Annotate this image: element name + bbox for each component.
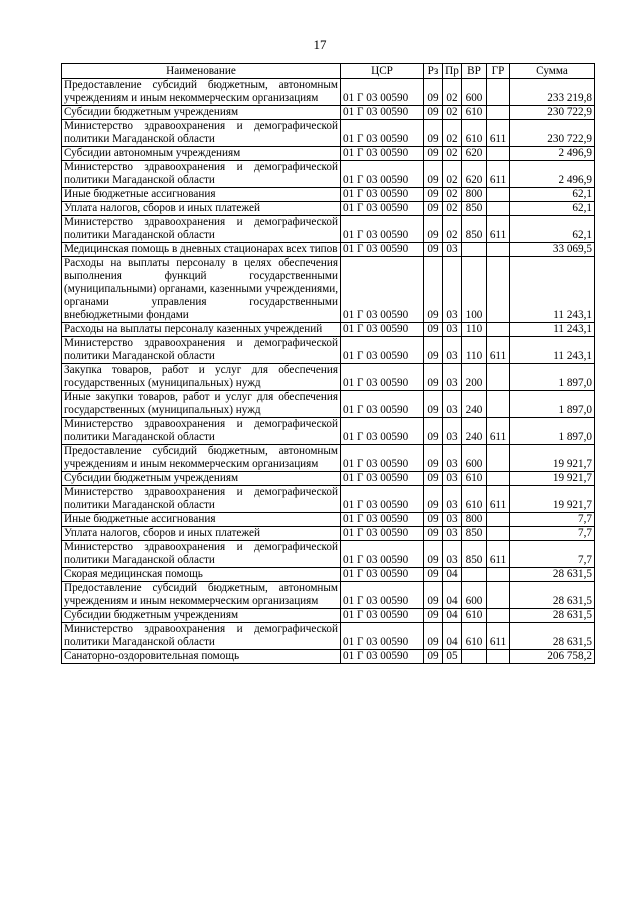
cell-pr: 05 <box>443 650 462 664</box>
cell-vr <box>462 243 487 257</box>
cell-gr <box>487 527 510 541</box>
table-row <box>62 568 595 582</box>
table-row <box>62 527 595 541</box>
cell-gr <box>487 106 510 120</box>
table-row <box>62 541 595 568</box>
header-pr: Пр <box>443 64 462 79</box>
cell-gr <box>487 513 510 527</box>
cell-rz: 09 <box>424 527 443 541</box>
table-row <box>62 472 595 486</box>
cell-gr <box>487 472 510 486</box>
cell-csr: 01 Г 03 00590 <box>341 188 424 202</box>
cell-name: Предоставление субсидий бюджетным, автономным учреждениям и иным некоммерческим организациям <box>62 445 341 472</box>
cell-sum: 19 921,7 <box>510 486 595 513</box>
cell-sum: 2 496,9 <box>510 161 595 188</box>
cell-gr <box>487 364 510 391</box>
cell-sum: 230 722,9 <box>510 106 595 120</box>
table-row <box>62 445 595 472</box>
cell-sum: 28 631,5 <box>510 609 595 623</box>
cell-csr: 01 Г 03 00590 <box>341 541 424 568</box>
cell-csr: 01 Г 03 00590 <box>341 243 424 257</box>
table-header-row <box>62 64 595 79</box>
table-row <box>62 650 595 664</box>
cell-name: Субсидии бюджетным учреждениям <box>62 609 341 623</box>
cell-rz: 09 <box>424 323 443 337</box>
table-row <box>62 623 595 650</box>
cell-vr: 610 <box>462 120 487 147</box>
cell-gr: 611 <box>487 120 510 147</box>
cell-rz: 09 <box>424 513 443 527</box>
cell-vr: 100 <box>462 257 487 323</box>
header-rz: Рз <box>424 64 443 79</box>
cell-rz: 09 <box>424 106 443 120</box>
cell-csr: 01 Г 03 00590 <box>341 161 424 188</box>
cell-gr: 611 <box>487 541 510 568</box>
table-row <box>62 120 595 147</box>
cell-pr: 02 <box>443 120 462 147</box>
table-row <box>62 609 595 623</box>
cell-pr: 03 <box>443 445 462 472</box>
cell-csr: 01 Г 03 00590 <box>341 527 424 541</box>
cell-sum: 11 243,1 <box>510 337 595 364</box>
header-vr: ВР <box>462 64 487 79</box>
cell-name: Министерство здравоохранения и демографической политики Магаданской области <box>62 337 341 364</box>
cell-vr: 610 <box>462 106 487 120</box>
cell-csr: 01 Г 03 00590 <box>341 106 424 120</box>
cell-name: Санаторно-оздоровительная помощь <box>62 650 341 664</box>
table-row <box>62 418 595 445</box>
cell-csr: 01 Г 03 00590 <box>341 257 424 323</box>
cell-pr: 04 <box>443 609 462 623</box>
cell-gr: 611 <box>487 623 510 650</box>
cell-sum: 11 243,1 <box>510 323 595 337</box>
table-row <box>62 582 595 609</box>
cell-pr: 03 <box>443 323 462 337</box>
cell-vr: 850 <box>462 202 487 216</box>
table-row <box>62 257 595 323</box>
cell-gr <box>487 147 510 161</box>
cell-gr <box>487 323 510 337</box>
cell-sum: 19 921,7 <box>510 472 595 486</box>
cell-gr: 611 <box>487 486 510 513</box>
cell-gr <box>487 445 510 472</box>
cell-vr: 240 <box>462 391 487 418</box>
cell-vr: 850 <box>462 541 487 568</box>
cell-pr: 03 <box>443 527 462 541</box>
cell-rz: 09 <box>424 202 443 216</box>
budget-table <box>61 63 595 664</box>
cell-pr: 03 <box>443 418 462 445</box>
cell-pr: 02 <box>443 216 462 243</box>
cell-pr: 04 <box>443 568 462 582</box>
cell-name: Иные бюджетные ассигнования <box>62 513 341 527</box>
cell-csr: 01 Г 03 00590 <box>341 623 424 650</box>
cell-vr: 600 <box>462 79 487 106</box>
page-number: 17 <box>313 37 327 52</box>
cell-csr: 01 Г 03 00590 <box>341 609 424 623</box>
cell-rz: 09 <box>424 257 443 323</box>
cell-pr: 02 <box>443 79 462 106</box>
cell-csr: 01 Г 03 00590 <box>341 147 424 161</box>
cell-rz: 09 <box>424 541 443 568</box>
cell-vr: 110 <box>462 323 487 337</box>
cell-name: Уплата налогов, сборов и иных платежей <box>62 527 341 541</box>
cell-csr: 01 Г 03 00590 <box>341 650 424 664</box>
cell-sum: 62,1 <box>510 216 595 243</box>
cell-sum: 19 921,7 <box>510 445 595 472</box>
cell-sum: 1 897,0 <box>510 391 595 418</box>
cell-csr: 01 Г 03 00590 <box>341 364 424 391</box>
cell-gr: 611 <box>487 418 510 445</box>
header-gr: ГР <box>487 64 510 79</box>
cell-name: Уплата налогов, сборов и иных платежей <box>62 202 341 216</box>
cell-rz: 09 <box>424 472 443 486</box>
cell-name: Министерство здравоохранения и демографической политики Магаданской области <box>62 541 341 568</box>
cell-pr: 03 <box>443 513 462 527</box>
cell-rz: 09 <box>424 568 443 582</box>
cell-sum: 7,7 <box>510 541 595 568</box>
cell-rz: 09 <box>424 188 443 202</box>
cell-sum: 206 758,2 <box>510 650 595 664</box>
cell-name: Медицинская помощь в дневных стационарах всех типов <box>62 243 341 257</box>
table-row <box>62 486 595 513</box>
cell-csr: 01 Г 03 00590 <box>341 120 424 147</box>
cell-pr: 03 <box>443 541 462 568</box>
cell-vr: 610 <box>462 472 487 486</box>
cell-rz: 09 <box>424 364 443 391</box>
table-row <box>62 79 595 106</box>
cell-sum: 28 631,5 <box>510 568 595 582</box>
cell-csr: 01 Г 03 00590 <box>341 418 424 445</box>
cell-pr: 03 <box>443 364 462 391</box>
cell-gr: 611 <box>487 161 510 188</box>
cell-pr: 03 <box>443 243 462 257</box>
cell-name: Предоставление субсидий бюджетным, автономным учреждениям и иным некоммерческим организациям <box>62 79 341 106</box>
cell-rz: 09 <box>424 418 443 445</box>
cell-rz: 09 <box>424 147 443 161</box>
cell-name: Иные закупки товаров, работ и услуг для обеспечения государственных (муниципальных) нужд <box>62 391 341 418</box>
cell-name: Министерство здравоохранения и демографической политики Магаданской области <box>62 418 341 445</box>
cell-csr: 01 Г 03 00590 <box>341 582 424 609</box>
cell-name: Расходы на выплаты персоналу в целях обеспечения выполнения функций государственными (муниципальными) органами, казенными учреждениями, органами управления государственными внебюджетными фондами <box>62 257 341 323</box>
cell-csr: 01 Г 03 00590 <box>341 513 424 527</box>
table-row <box>62 106 595 120</box>
cell-csr: 01 Г 03 00590 <box>341 337 424 364</box>
cell-vr: 800 <box>462 513 487 527</box>
cell-sum: 7,7 <box>510 527 595 541</box>
cell-name: Субсидии бюджетным учреждениям <box>62 472 341 486</box>
cell-rz: 09 <box>424 650 443 664</box>
cell-vr: 850 <box>462 216 487 243</box>
cell-rz: 09 <box>424 609 443 623</box>
cell-vr: 110 <box>462 337 487 364</box>
cell-rz: 09 <box>424 486 443 513</box>
cell-name: Расходы на выплаты персоналу казенных учреждений <box>62 323 341 337</box>
cell-pr: 03 <box>443 257 462 323</box>
cell-vr: 850 <box>462 527 487 541</box>
table-row <box>62 391 595 418</box>
cell-csr: 01 Г 03 00590 <box>341 216 424 243</box>
cell-csr: 01 Г 03 00590 <box>341 568 424 582</box>
cell-sum: 233 219,8 <box>510 79 595 106</box>
header-csr: ЦСР <box>341 64 424 79</box>
header-sum: Сумма <box>510 64 595 79</box>
cell-vr <box>462 650 487 664</box>
cell-name: Скорая медицинская помощь <box>62 568 341 582</box>
cell-vr: 620 <box>462 147 487 161</box>
cell-vr: 610 <box>462 486 487 513</box>
cell-vr <box>462 568 487 582</box>
cell-pr: 02 <box>443 188 462 202</box>
cell-rz: 09 <box>424 243 443 257</box>
cell-vr: 600 <box>462 582 487 609</box>
cell-sum: 28 631,5 <box>510 582 595 609</box>
cell-gr: 611 <box>487 216 510 243</box>
cell-rz: 09 <box>424 161 443 188</box>
cell-name: Министерство здравоохранения и демографической политики Магаданской области <box>62 486 341 513</box>
table-row <box>62 513 595 527</box>
table-row <box>62 243 595 257</box>
cell-pr: 02 <box>443 161 462 188</box>
cell-pr: 03 <box>443 391 462 418</box>
cell-rz: 09 <box>424 582 443 609</box>
cell-pr: 04 <box>443 582 462 609</box>
cell-gr <box>487 609 510 623</box>
cell-gr <box>487 188 510 202</box>
cell-rz: 09 <box>424 216 443 243</box>
cell-rz: 09 <box>424 623 443 650</box>
cell-gr: 611 <box>487 337 510 364</box>
cell-name: Министерство здравоохранения и демографической политики Магаданской области <box>62 623 341 650</box>
cell-pr: 02 <box>443 147 462 161</box>
cell-sum: 62,1 <box>510 188 595 202</box>
cell-gr <box>487 202 510 216</box>
cell-vr: 600 <box>462 445 487 472</box>
cell-csr: 01 Г 03 00590 <box>341 445 424 472</box>
table-row <box>62 202 595 216</box>
cell-sum: 2 496,9 <box>510 147 595 161</box>
cell-vr: 610 <box>462 623 487 650</box>
cell-name: Министерство здравоохранения и демографической политики Магаданской области <box>62 216 341 243</box>
table-body <box>62 79 595 664</box>
cell-vr: 800 <box>462 188 487 202</box>
cell-csr: 01 Г 03 00590 <box>341 323 424 337</box>
cell-gr <box>487 257 510 323</box>
cell-name: Министерство здравоохранения и демографической политики Магаданской области <box>62 161 341 188</box>
table-row <box>62 323 595 337</box>
cell-sum: 11 243,1 <box>510 257 595 323</box>
cell-pr: 02 <box>443 106 462 120</box>
cell-gr <box>487 650 510 664</box>
cell-name: Иные бюджетные ассигнования <box>62 188 341 202</box>
cell-pr: 03 <box>443 337 462 364</box>
cell-rz: 09 <box>424 445 443 472</box>
cell-gr <box>487 79 510 106</box>
table-row <box>62 364 595 391</box>
cell-pr: 03 <box>443 472 462 486</box>
table-row <box>62 161 595 188</box>
cell-rz: 09 <box>424 337 443 364</box>
cell-csr: 01 Г 03 00590 <box>341 486 424 513</box>
cell-sum: 1 897,0 <box>510 418 595 445</box>
header-name: Наименование <box>62 64 341 79</box>
cell-name: Субсидии автономным учреждениям <box>62 147 341 161</box>
cell-name: Министерство здравоохранения и демографической политики Магаданской области <box>62 120 341 147</box>
cell-csr: 01 Г 03 00590 <box>341 391 424 418</box>
cell-gr <box>487 391 510 418</box>
cell-gr <box>487 243 510 257</box>
cell-name: Закупка товаров, работ и услуг для обеспечения государственных (муниципальных) нужд <box>62 364 341 391</box>
cell-rz: 09 <box>424 391 443 418</box>
cell-sum: 28 631,5 <box>510 623 595 650</box>
cell-sum: 1 897,0 <box>510 364 595 391</box>
cell-pr: 03 <box>443 486 462 513</box>
table-row <box>62 337 595 364</box>
table-row <box>62 147 595 161</box>
cell-rz: 09 <box>424 120 443 147</box>
cell-pr: 02 <box>443 202 462 216</box>
cell-csr: 01 Г 03 00590 <box>341 79 424 106</box>
cell-sum: 33 069,5 <box>510 243 595 257</box>
cell-vr: 240 <box>462 418 487 445</box>
cell-name: Предоставление субсидий бюджетным, автономным учреждениям и иным некоммерческим организациям <box>62 582 341 609</box>
cell-vr: 610 <box>462 609 487 623</box>
cell-csr: 01 Г 03 00590 <box>341 202 424 216</box>
cell-csr: 01 Г 03 00590 <box>341 472 424 486</box>
cell-sum: 7,7 <box>510 513 595 527</box>
table-row <box>62 216 595 243</box>
cell-sum: 230 722,9 <box>510 120 595 147</box>
cell-sum: 62,1 <box>510 202 595 216</box>
cell-pr: 04 <box>443 623 462 650</box>
table-row <box>62 188 595 202</box>
cell-name: Субсидии бюджетным учреждениям <box>62 106 341 120</box>
cell-gr <box>487 582 510 609</box>
cell-gr <box>487 568 510 582</box>
cell-vr: 200 <box>462 364 487 391</box>
cell-rz: 09 <box>424 79 443 106</box>
cell-vr: 620 <box>462 161 487 188</box>
